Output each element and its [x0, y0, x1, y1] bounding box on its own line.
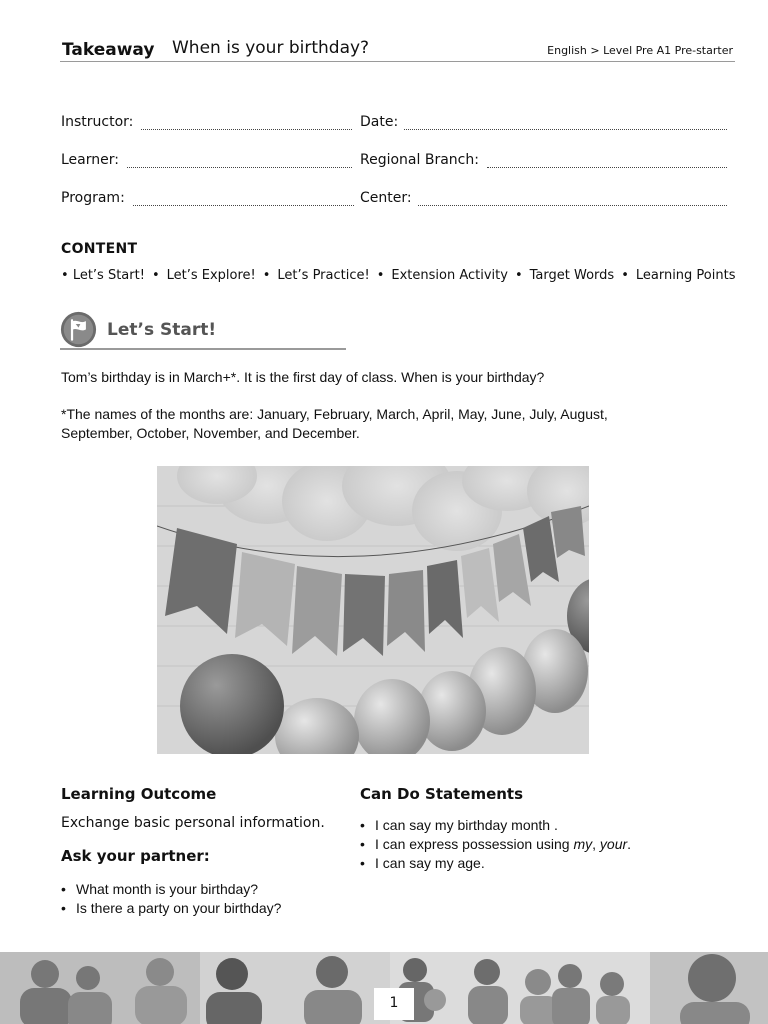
ask-partner-list — [61, 880, 281, 918]
instructor-line[interactable] — [141, 129, 352, 130]
date-line[interactable] — [404, 129, 727, 130]
months-note-line1: *The names of the months are: January, February, March, April, May, June, July, August, — [61, 406, 608, 422]
learner-field[interactable] — [61, 152, 352, 172]
content-item[interactable]: Target Words — [529, 268, 615, 283]
program-label: Program: — [61, 190, 125, 206]
page-header — [60, 36, 735, 62]
can-do-heading: Can Do Statements — [360, 785, 524, 803]
can-do-list — [360, 816, 631, 873]
instructor-label: Instructor: — [61, 114, 134, 130]
regional-branch-label: Regional Branch: — [360, 152, 479, 168]
content-item[interactable]: Learning Points — [635, 268, 736, 283]
content-item[interactable]: Extension Activity — [391, 268, 508, 283]
learning-outcome-heading: Learning Outcome — [61, 785, 217, 803]
list-item: • I can say my birthday month . — [360, 816, 631, 835]
months-note-line2: September, October, November, and December. — [61, 425, 360, 441]
page-number: 1 — [374, 988, 414, 1020]
program-line[interactable] — [133, 205, 354, 206]
content-list: • Let’s Start! • Let’s Explore! • Let’s Practice! • Extension Activity • Target Words • Learning Points — [61, 268, 736, 283]
instructor-field[interactable] — [61, 114, 352, 134]
breadcrumb: English > Level Pre A1 Pre-starter — [547, 44, 733, 57]
lets-start-header — [60, 310, 346, 350]
learner-label: Learner: — [61, 152, 119, 168]
learning-outcome-text: Exchange basic personal information. — [61, 815, 325, 831]
center-line[interactable] — [418, 205, 727, 206]
list-item: • I can say my age. — [360, 854, 631, 873]
flag-icon — [60, 311, 97, 348]
ask-partner-heading: Ask your partner: — [61, 847, 210, 865]
list-item: • What month is your birthday? — [61, 880, 281, 899]
center-label: Center: — [360, 190, 412, 206]
learner-line[interactable] — [127, 167, 352, 168]
regional-branch-field[interactable] — [360, 152, 727, 172]
brand-name: Takeaway — [62, 40, 155, 60]
content-heading: CONTENT — [61, 241, 138, 257]
date-label: Date: — [360, 114, 399, 130]
list-item: • I can express possession using my, your. — [360, 835, 631, 854]
regional-branch-line[interactable] — [487, 167, 727, 168]
content-item[interactable]: Let’s Start! — [72, 268, 145, 283]
content-item[interactable]: Let’s Explore! — [166, 268, 256, 283]
birthday-decorations-image — [157, 466, 589, 754]
page-title: When is your birthday? — [172, 38, 370, 58]
content-item[interactable]: Let’s Practice! — [277, 268, 370, 283]
lets-start-title: Let’s Start! — [107, 320, 217, 340]
intro-text: Tom’s birthday is in March+*. It is the first day of class. When is your birthday? — [61, 369, 545, 385]
center-field[interactable] — [360, 190, 727, 210]
program-field[interactable] — [61, 190, 354, 210]
list-item: • Is there a party on your birthday? — [61, 899, 281, 918]
date-field[interactable] — [360, 114, 727, 134]
